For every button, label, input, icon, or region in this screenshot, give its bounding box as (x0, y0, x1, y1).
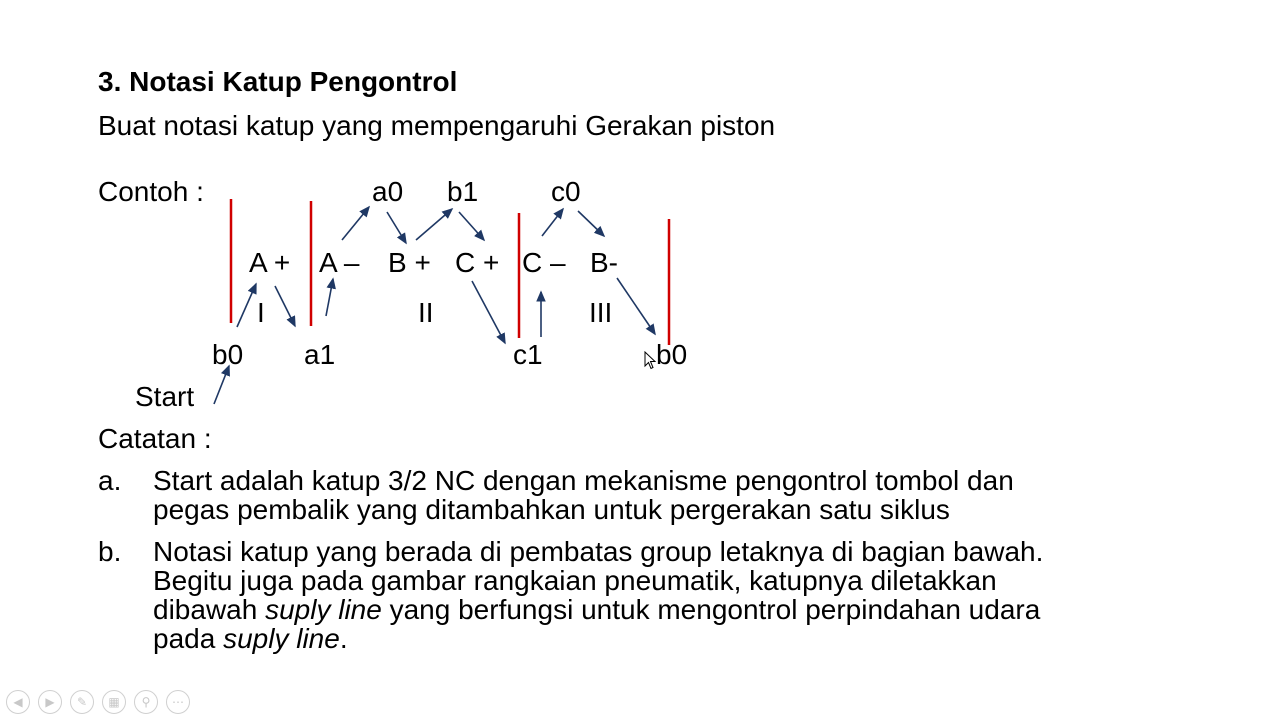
more-icon[interactable]: ⋯ (166, 690, 190, 714)
top-label-b1: b1 (447, 176, 479, 207)
note-b-line-4 (153, 624, 1043, 653)
bottom-label-b0-end: b0 (656, 339, 688, 370)
arrow (326, 279, 333, 316)
arrow (578, 211, 604, 236)
mouse-cursor-icon (644, 351, 658, 371)
note-b-text: dibawah (153, 594, 266, 625)
note-a-line-2: pegas pembalik yang ditambahkan untuk pergerakan satu siklus (153, 494, 950, 525)
arrow (214, 366, 229, 404)
pen-icon[interactable]: ✎ (70, 690, 94, 714)
bottom-label-a1: a1 (304, 339, 336, 370)
step-b-plus: B + (388, 247, 431, 278)
start-label: Start (135, 381, 195, 412)
slide-title: 3. Notasi Katup Pengontrol (98, 66, 458, 97)
arrow (617, 278, 655, 334)
step-c-plus: C + (455, 247, 500, 278)
note-b-italic-term: suply line (223, 623, 340, 654)
next-icon[interactable]: ▶ (38, 690, 62, 714)
note-b-text: . (339, 623, 348, 654)
note-marker-a: a. (98, 465, 122, 496)
arrow (416, 209, 452, 240)
note-a-line-1: Start adalah katup 3/2 NC dengan mekanisme pengontrol tombol dan (153, 465, 1014, 496)
previous-icon[interactable]: ◀ (6, 690, 30, 714)
group-label-2: II (418, 297, 434, 328)
step-a-plus: A + (249, 247, 291, 278)
arrow (275, 286, 295, 326)
note-b-line-2: Begitu juga pada gambar rangkaian pneumatik, katupnya diletakkan (153, 565, 997, 596)
group-label-1: I (257, 297, 265, 328)
bottom-label-c1: c1 (513, 339, 543, 370)
arrow (459, 212, 484, 240)
step-a-minus: A – (319, 247, 360, 278)
zoom-icon[interactable]: ⚲ (134, 690, 158, 714)
note-b-text: pada (153, 623, 224, 654)
group-label-3: III (589, 297, 613, 328)
arrow (387, 212, 406, 243)
presentation-toolbar (6, 690, 190, 718)
note-b-line-3 (153, 595, 1043, 624)
note-b-italic-term: suply line (265, 594, 382, 625)
step-c-minus: C – (522, 247, 566, 278)
arrow (542, 209, 563, 236)
example-label: Contoh : (98, 176, 204, 207)
note-b-line-1: Notasi katup yang berada di pembatas group letaknya di bagian bawah. (153, 536, 1044, 567)
arrow (342, 207, 369, 240)
top-label-c0: c0 (551, 176, 581, 207)
top-label-a0: a0 (372, 176, 404, 207)
step-b-minus: B- (590, 247, 618, 278)
note-b-text: yang berfungsi untuk mengontrol perpindahan udara (381, 594, 1041, 625)
slide-subtitle: Buat notasi katup yang mempengaruhi Gerakan piston (98, 110, 776, 141)
bottom-label-b0: b0 (212, 339, 244, 370)
slides-grid-icon[interactable]: ▦ (102, 690, 126, 714)
notes-heading: Catatan : (98, 423, 212, 454)
note-marker-b: b. (98, 536, 122, 567)
arrow (472, 281, 505, 343)
arrow (237, 284, 256, 327)
